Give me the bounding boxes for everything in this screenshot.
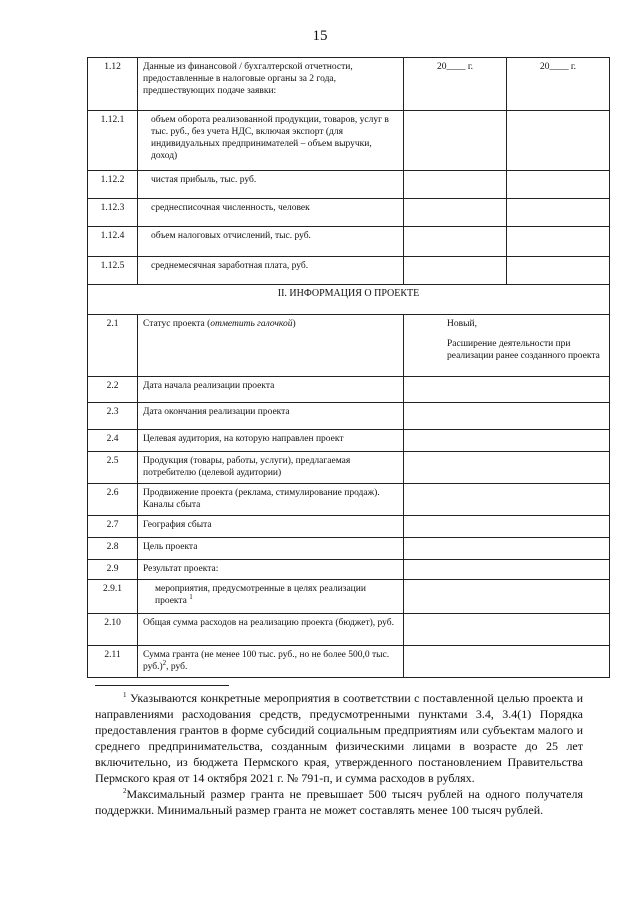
row-label	[138, 227, 404, 257]
table-row	[88, 257, 610, 285]
value-cell[interactable]	[404, 560, 610, 580]
row-number: 2.4	[88, 430, 138, 452]
table-row	[88, 171, 610, 199]
row-number: 2.9	[88, 560, 138, 580]
status-label-end: )	[292, 319, 296, 329]
table-row	[88, 646, 610, 678]
status-option-new[interactable]: Новый,	[447, 319, 477, 329]
row-number: 2.1	[88, 315, 138, 377]
footnote-1	[95, 690, 583, 786]
row-number: 1.12.4	[88, 227, 138, 257]
row-label	[138, 315, 404, 377]
row-label-text: чистая прибыль, тыс. руб.	[151, 175, 257, 185]
status-label-hint: отметить галочкой	[210, 319, 293, 329]
value-cell[interactable]	[404, 538, 610, 560]
row-label: Дата начала реализации проекта	[138, 377, 404, 403]
row-number: 2.5	[88, 452, 138, 484]
row-label-text: Сумма гранта (не менее 100 тыс. руб., но не более 500,0 тыс. руб.)	[143, 650, 390, 672]
row-label	[138, 111, 404, 171]
row-number: 2.2	[88, 377, 138, 403]
row-label: Цель проекта	[138, 538, 404, 560]
row-number: 1.12.5	[88, 257, 138, 285]
row-label: Целевая аудитория, на которую направлен проект	[138, 430, 404, 452]
row-label-text: мероприятия, предусмотренные в целях реализации проекта	[155, 584, 366, 606]
value-cell[interactable]	[507, 199, 610, 227]
value-cell[interactable]	[404, 614, 610, 646]
footnote-1-text: Указываются конкретные мероприятия в соответствии с поставленной целью проекта и направлениями расходования средств, предусмотренными пунктами 3.4, 3.4(1) Порядка предоставления грантов в форме субсидий социальным предприятиям или субъектам малого и среднего предпринимательства, созданным физическими лицами в возрасте до 25 лет включительно, из бюджета Пермского края, утвержденного постановлением Правительства Пермского края от 14 октября 2021 г. № 791-п, и сумма расходов в рублях.	[95, 691, 584, 785]
row-label: География сбыта	[138, 516, 404, 538]
row-label-text: объем налоговых отчислений, тыс. руб.	[151, 231, 311, 241]
value-cell[interactable]	[404, 171, 507, 199]
value-cell[interactable]	[507, 227, 610, 257]
row-number: 1.12	[88, 58, 138, 111]
footnote-mark-1: 1	[123, 691, 127, 699]
table-row	[88, 227, 610, 257]
footnote-ref-1: 1	[189, 592, 193, 601]
value-cell[interactable]	[404, 452, 610, 484]
table-row	[88, 403, 610, 430]
value-cell[interactable]	[404, 227, 507, 257]
table-row	[88, 516, 610, 538]
row-label	[138, 257, 404, 285]
row-number: 2.6	[88, 484, 138, 516]
row-label: Результат проекта:	[138, 560, 404, 580]
table-row	[88, 484, 610, 516]
row-label-suffix: , руб.	[166, 662, 188, 672]
value-cell[interactable]	[404, 199, 507, 227]
row-label: Продукция (товары, работы, услуги), предлагаемая потребителю (целевой аудитории)	[138, 452, 404, 484]
section-header-row	[88, 285, 610, 315]
row-number: 2.11	[88, 646, 138, 678]
row-label: Общая сумма расходов на реализацию проекта (бюджет), руб.	[138, 614, 404, 646]
value-cell[interactable]	[404, 646, 610, 678]
row-number: 2.7	[88, 516, 138, 538]
value-cell[interactable]	[404, 484, 610, 516]
table-row	[88, 560, 610, 580]
table-row	[88, 580, 610, 614]
table-row	[88, 315, 610, 377]
footnote-mark-2: 2	[123, 787, 127, 795]
row-label-text: среднесписочная численность, человек	[151, 203, 310, 213]
table-row	[88, 430, 610, 452]
value-cell[interactable]	[404, 111, 507, 171]
row-label: Данные из финансовой / бухгалтерской отчетности, предоставленные в налоговые органы за 2 года, предшествующих подаче заявки:	[138, 58, 404, 111]
value-cell[interactable]	[404, 257, 507, 285]
value-cell[interactable]	[404, 377, 610, 403]
page-number: 15	[312, 28, 328, 44]
row-label	[138, 646, 404, 678]
status-label-start: Статус проекта (	[143, 319, 211, 329]
row-number: 1.12.2	[88, 171, 138, 199]
footnote-2	[95, 786, 583, 818]
project-form-table	[87, 57, 610, 678]
row-label	[138, 580, 404, 614]
row-label	[138, 171, 404, 199]
row-label	[138, 199, 404, 227]
section-title: II. ИНФОРМАЦИЯ О ПРОЕКТЕ	[88, 285, 610, 315]
value-cell[interactable]	[507, 111, 610, 171]
row-label: Дата окончания реализации проекта	[138, 403, 404, 430]
year-2-label: 20____ г.	[539, 62, 577, 72]
value-cell[interactable]	[404, 430, 610, 452]
footnote-ref-2: 2	[162, 658, 167, 667]
status-option-expansion[interactable]: Расширение деятельности при реализации ранее созданного проекта	[447, 339, 600, 361]
table-row	[88, 111, 610, 171]
row-number: 2.9.1	[88, 580, 138, 614]
row-label-text: среднемесячная заработная плата, руб.	[151, 261, 309, 271]
value-cell[interactable]	[404, 516, 610, 538]
year-1-cell[interactable]	[404, 58, 507, 111]
value-cell[interactable]	[507, 171, 610, 199]
value-cell[interactable]	[507, 257, 610, 285]
table-row	[88, 452, 610, 484]
year-1-label: 20____ г.	[436, 62, 474, 72]
row-label: Продвижение проекта (реклама, стимулирование продаж). Каналы сбыта	[138, 484, 404, 516]
row-label-text: объем оборота реализованной продукции, товаров, услуг в тыс. руб., без учета НДС, включая экспорт (для индивидуальных предпринимателей – объем выручки, доход)	[151, 115, 389, 161]
year-2-cell[interactable]	[507, 58, 610, 111]
table-row	[88, 58, 610, 111]
status-options-cell	[404, 315, 610, 377]
table-row	[88, 614, 610, 646]
row-number: 2.10	[88, 614, 138, 646]
row-number: 1.12.3	[88, 199, 138, 227]
table-row	[88, 199, 610, 227]
footnote-2-text: Максимальный размер гранта не превышает 500 тысяч рублей на одного получателя поддержки. Минимальный размер гранта не может составлять менее 100 тысяч рублей.	[95, 787, 583, 817]
row-number: 2.8	[88, 538, 138, 560]
footnotes	[95, 690, 583, 818]
footnote-divider	[95, 685, 229, 686]
value-cell[interactable]	[404, 580, 610, 614]
value-cell[interactable]	[404, 403, 610, 430]
row-number: 1.12.1	[88, 111, 138, 171]
table-row	[88, 377, 610, 403]
table-row	[88, 538, 610, 560]
row-number: 2.3	[88, 403, 138, 430]
